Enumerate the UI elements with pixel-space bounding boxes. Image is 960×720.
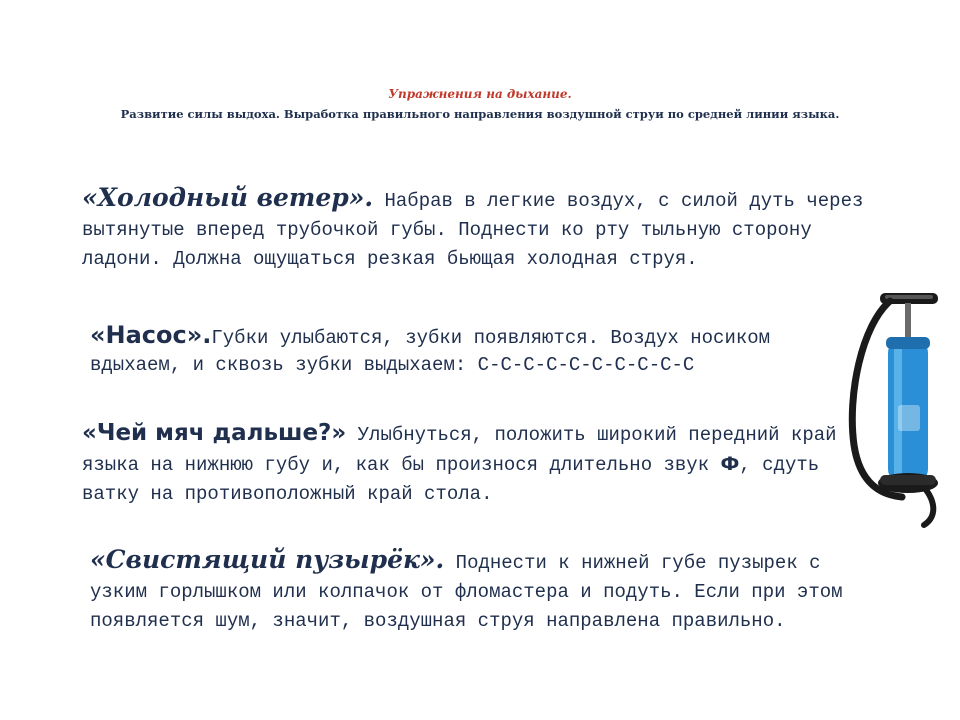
exercise-whose-ball [82, 419, 852, 509]
exercise-whistling-bubble [90, 545, 850, 636]
air-pump-icon [842, 285, 960, 530]
exercise-cold-wind [82, 183, 882, 274]
exercise-heading: «Чей мяч дальше?» [82, 420, 347, 446]
exercise-text: Губки улыбаются, зубки появляются. Воздух носиком вдыхаем, и сквозь зубки выдыхаем: С-С-С-С-С-С-С-С-С-С [90, 327, 771, 376]
slide-title: Упражнения на дыхание. [388, 87, 572, 101]
exercise-heading: «Свистящий пузырёк». [90, 545, 445, 574]
sound-letter: Ф [720, 453, 740, 475]
slide-subtitle: Развитие силы выдоха. Выработка правильного направления воздушной струи по средней линии языка. [120, 107, 840, 121]
exercise-text: Улыбнуться, положить широкий передний край языка на нижнюю губу и, как бы произнося длительно звук [82, 424, 837, 476]
exercise-heading: «Насос». [90, 321, 212, 349]
exercise-pump [90, 322, 850, 379]
exercise-text: Набрав в легкие воздух, с силой дуть через вытянутые вперед трубочкой губы. Поднести ко рту тыльную сторону ладони. Должна ощущаться резкая бьющая холодная струя. [82, 190, 864, 270]
exercise-heading: «Холодный ветер». [82, 183, 374, 212]
exercise-text: , сдуть ватку на противоположный край стола. [82, 454, 820, 505]
exercise-text: Поднести к нижней губе пузырек с узким горлышком или колпачок от фломастера и подуть. Если при этом появляется шум, значит, воздушная струя направлена правильно. [90, 552, 843, 632]
